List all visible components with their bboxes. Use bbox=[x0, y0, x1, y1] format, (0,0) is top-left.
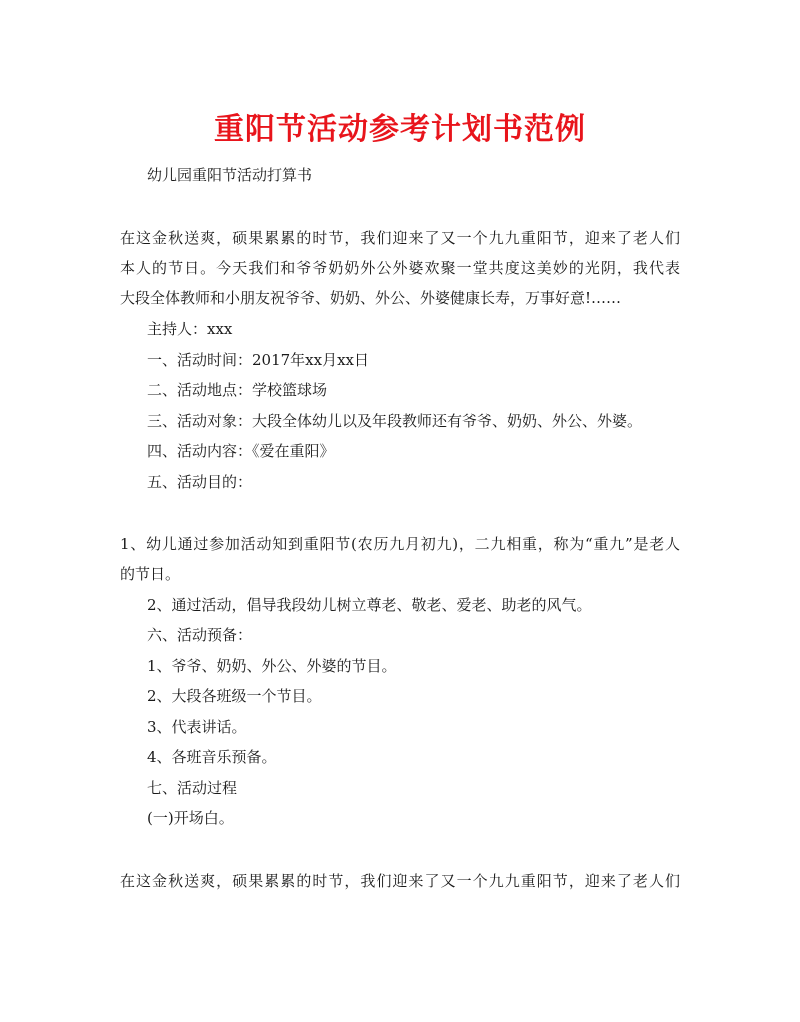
item-location: 二、活动地点：学校篮球场 bbox=[147, 381, 328, 399]
item-time: 一、活动时间：2017年xx月xx日 bbox=[147, 351, 370, 369]
process-heading: 七、活动过程 bbox=[147, 779, 238, 797]
goal-1-line-2: 的节日。 bbox=[120, 565, 181, 583]
prep-item-4: 4、各班音乐预备。 bbox=[147, 748, 277, 766]
intro-line-3: 大段全体教师和小朋友祝爷爷、奶奶、外公、外婆健康长寿，万事好意!…… bbox=[120, 289, 622, 307]
goal-1-line-1: 1、幼儿通过参加活动知到重阳节(农历九月初九)，二九相重，称为“重九”是老人 bbox=[120, 535, 680, 553]
closing-line: 在这金秋送爽，硕果累累的时节，我们迎来了又一个九九重阳节，迎来了老人们 bbox=[120, 872, 680, 890]
item-content: 四、活动内容：《爱在重阳》 bbox=[147, 442, 335, 460]
process-item-1: (一)开场白。 bbox=[147, 809, 234, 827]
item-audience: 三、活动对象：大段全体幼儿以及年段教师还有爷爷、奶奶、外公、外婆。 bbox=[147, 412, 643, 430]
intro-line-2: 本人的节日。今天我们和爷爷奶奶外公外婆欢聚一堂共度这美妙的光阴，我代表 bbox=[120, 259, 680, 277]
prep-item-3: 3、代表讲话。 bbox=[147, 718, 247, 736]
document-title: 重阳节活动参考计划书范例 bbox=[214, 112, 586, 147]
intro-line-1: 在这金秋送爽，硕果累累的时节，我们迎来了又一个九九重阳节，迎来了老人们 bbox=[120, 229, 680, 247]
item-purpose: 五、活动目的： bbox=[147, 473, 253, 491]
prep-item-1: 1、爷爷、奶奶、外公、外婆的节目。 bbox=[147, 657, 397, 675]
host-line: 主持人：xxx bbox=[147, 320, 233, 338]
prep-item-2: 2、大段各班级一个节目。 bbox=[147, 687, 322, 705]
goal-2: 2、通过活动，倡导我段幼儿树立尊老、敬老、爱老、助老的风气。 bbox=[147, 596, 592, 614]
prep-heading: 六、活动预备： bbox=[147, 626, 253, 644]
document-subtitle: 幼儿园重阳节活动打算书 bbox=[147, 166, 313, 184]
